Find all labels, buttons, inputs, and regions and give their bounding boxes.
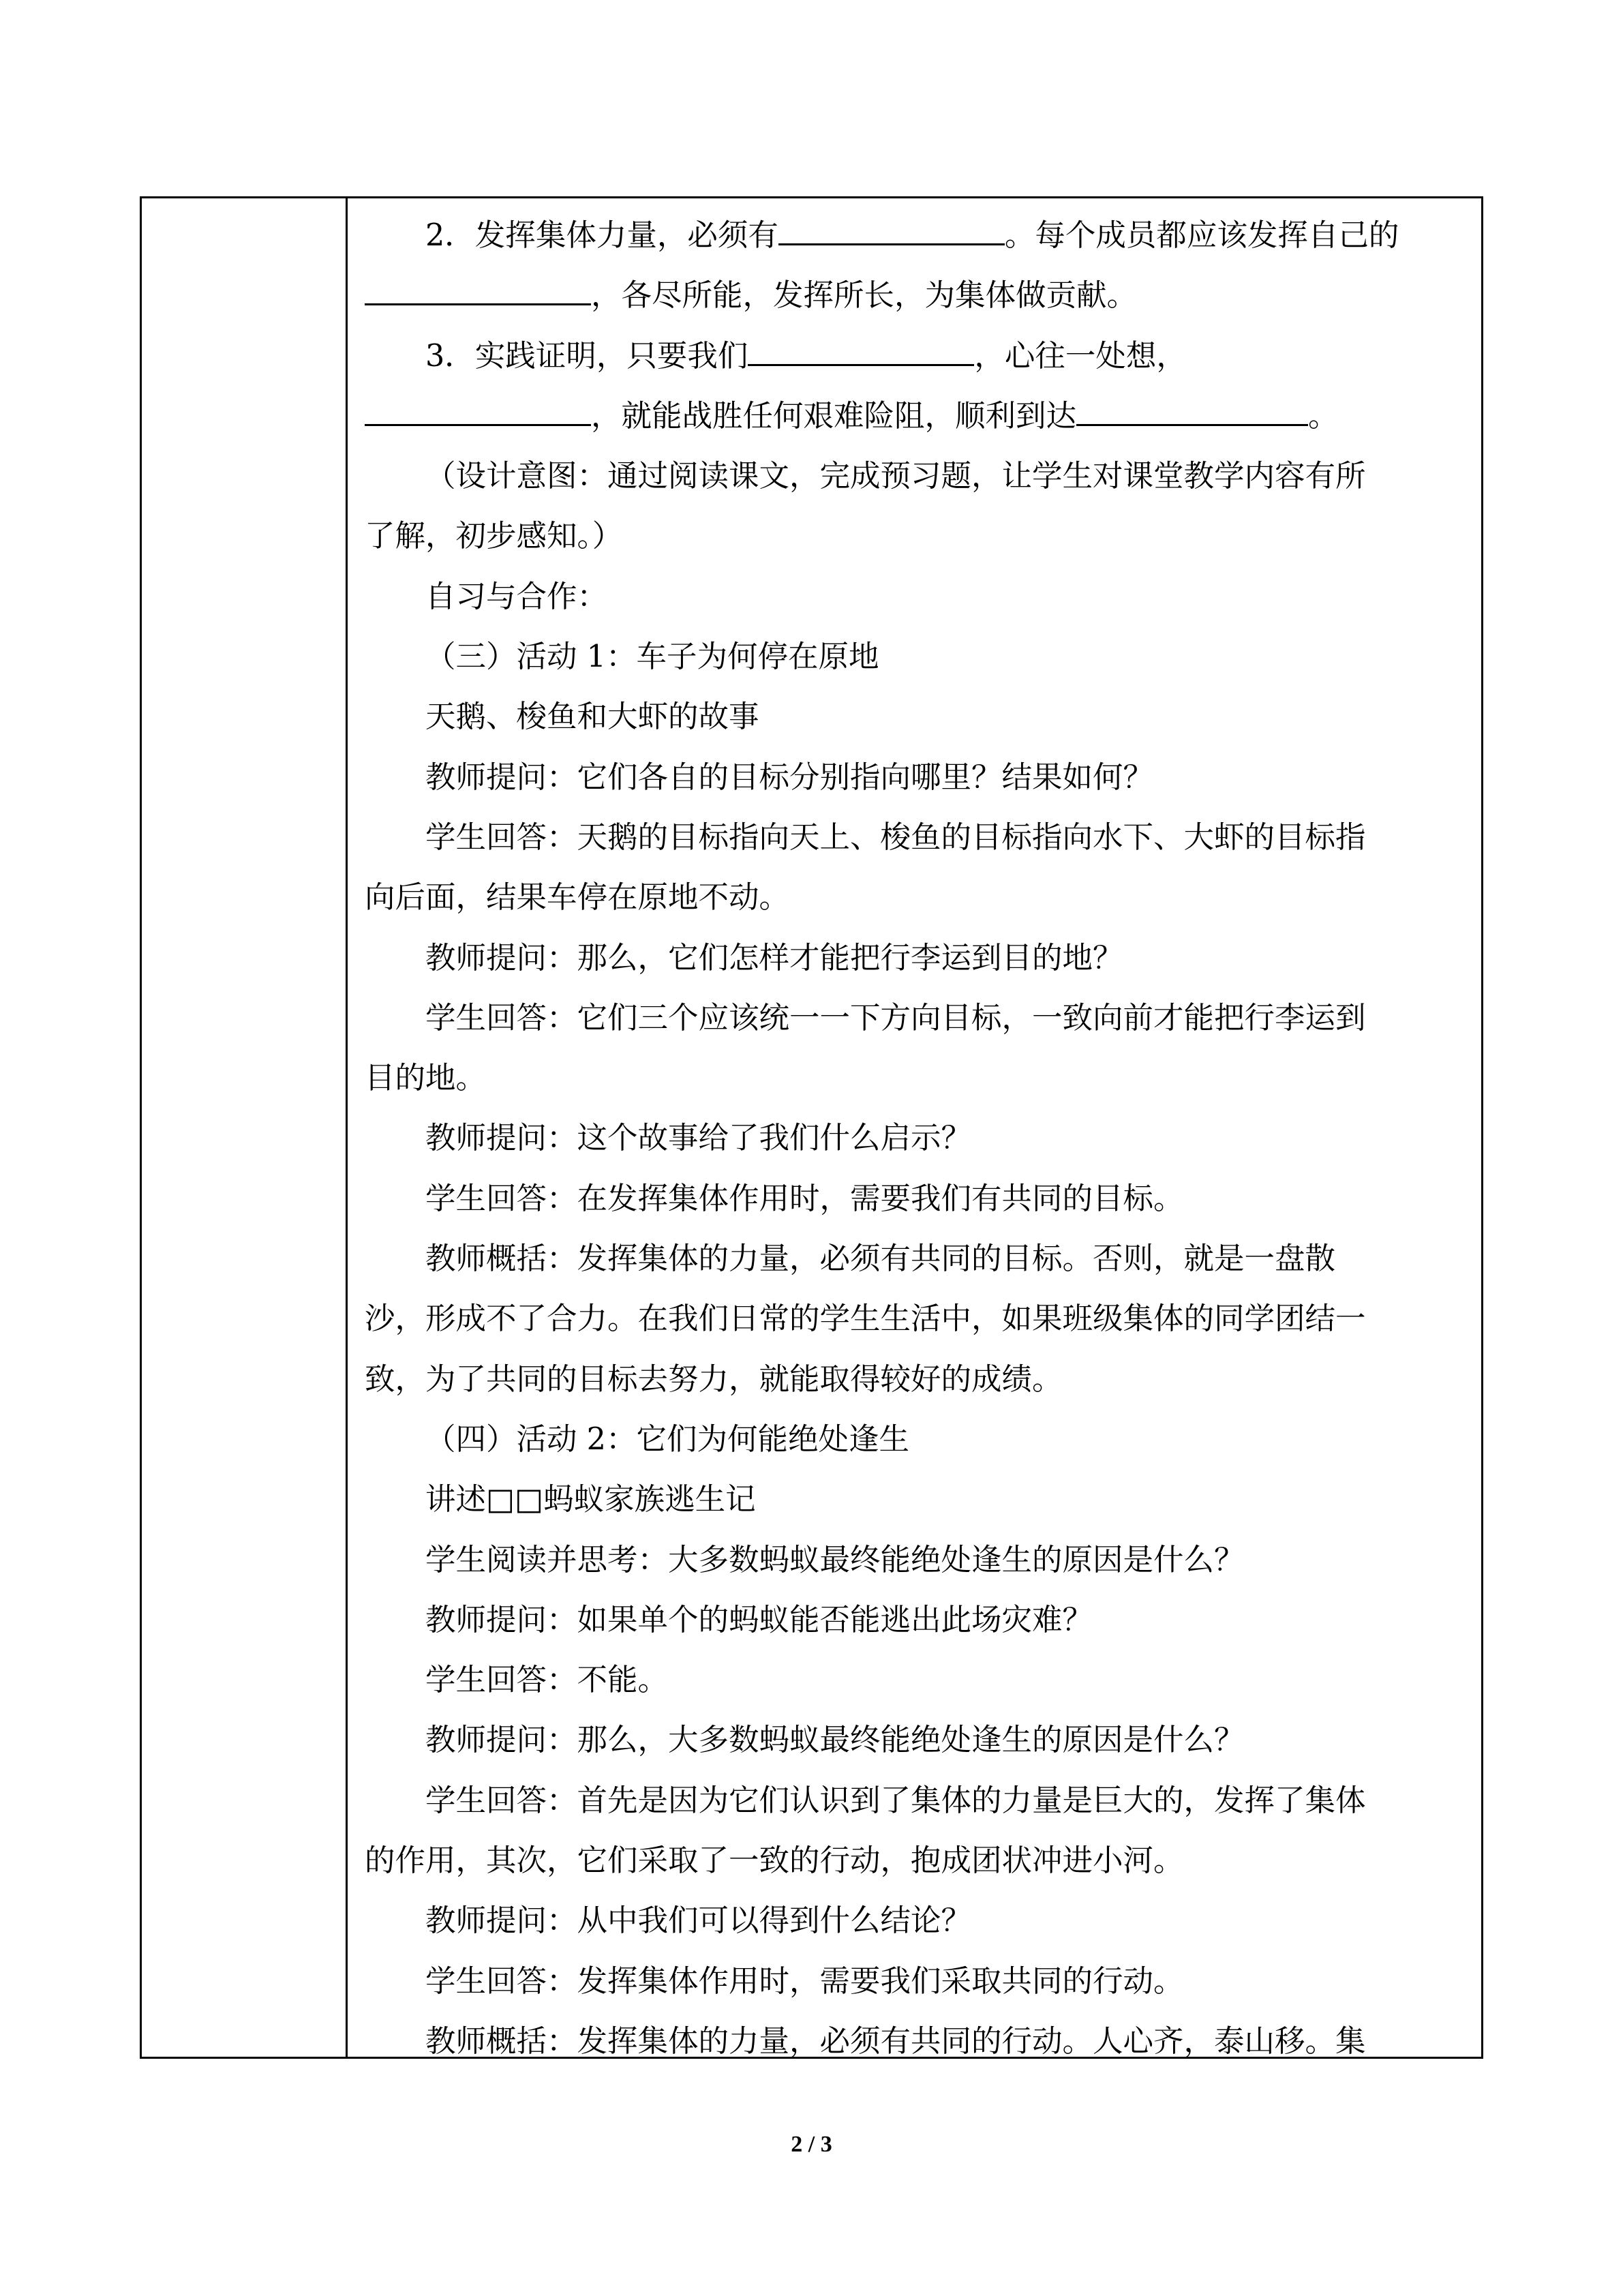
paragraph-line: 教师提问：如果单个的蚂蚁能否能逃出此场灾难？: [425, 1602, 1093, 1637]
paragraph-line: 教师提问：它们各自的目标分别指向哪里？结果如何？: [425, 759, 1154, 795]
exercise-2-line-2: ，各尽所能，发挥所长，为集体做贡献。: [365, 266, 1466, 326]
paragraph-line: 目的地。: [365, 1061, 487, 1096]
table-column-divider: [346, 196, 348, 2059]
exercise-3-line-1: 3．实践证明，只要我们 ，心往一处想，: [365, 327, 1466, 387]
paragraph-line: 教师概括：发挥集体的力量，必须有共同的目标。否则，就是一盘散: [425, 1241, 1336, 1277]
paragraph-line: 向后面，结果车停在原地不动。: [365, 880, 790, 916]
section-heading: 自习与合作：: [425, 579, 608, 614]
paragraph-line: 学生回答：它们三个应该统一一下方向目标，一致向前才能把行李运到: [425, 1000, 1366, 1036]
paragraph-line: 学生回答：不能。: [425, 1663, 669, 1698]
paragraph-line: 的作用，其次，它们采取了一致的行动，抱成团状冲进小河。: [365, 1843, 1184, 1879]
activity-1-heading: （三）活动 1：车子为何停在原地: [425, 639, 879, 675]
paragraph-line: 学生回答：首先是因为它们认识到了集体的力量是巨大的，发挥了集体: [425, 1783, 1366, 1818]
paragraph-line: 教师提问：那么，它们怎样才能把行李运到目的地？: [425, 940, 1123, 976]
lesson-content: [365, 206, 1466, 2072]
story-title: 讲述□□蚂蚁家族逃生记: [425, 1482, 756, 1517]
page-number: 2 / 3: [791, 2132, 832, 2157]
paragraph-line: 沙，形成不了合力。在我们日常的学生生活中，如果班级集体的同学团结一: [365, 1301, 1366, 1337]
fill-blank: [748, 330, 974, 366]
fill-blank: [365, 390, 591, 426]
design-intent-line-1: （设计意图：通过阅读课文，完成预习题，让学生对课堂教学内容有所: [425, 459, 1366, 494]
paragraph-line: 学生回答：天鹅的目标指向天上、梭鱼的目标指向水下、大虾的目标指: [425, 819, 1366, 855]
fill-blank: [1076, 390, 1308, 426]
paragraph-line: 致，为了共同的目标去努力，就能取得较好的成绩。: [365, 1361, 1063, 1397]
paragraph-line: 教师提问：那么，大多数蚂蚁最终能绝处逢生的原因是什么？: [425, 1723, 1245, 1758]
story-title: 天鹅、梭鱼和大虾的故事: [425, 699, 759, 735]
fill-blank: [365, 269, 591, 305]
exercise-3-line-2: ，就能战胜任何艰难险阻，顺利到达 。: [365, 387, 1466, 447]
paragraph-line: 学生阅读并思考：大多数蚂蚁最终能绝处逢生的原因是什么？: [425, 1542, 1245, 1577]
paragraph-line: 教师提问：这个故事给了我们什么启示？: [425, 1121, 972, 1156]
paragraph-line: 教师概括：发挥集体的力量，必须有共同的行动。人心齐，泰山移。集: [425, 2023, 1366, 2059]
design-intent-line-2: 了解，初步感知。）: [365, 519, 623, 554]
activity-2-heading: （四）活动 2：它们为何能绝处逢生: [425, 1421, 909, 1457]
exercise-2-line-1: 2．发挥集体力量，必须有 。每个成员都应该发挥自己的: [365, 206, 1466, 266]
paragraph-line: 教师提问：从中我们可以得到什么结论？: [425, 1903, 972, 1939]
fill-blank: [778, 209, 1005, 245]
paragraph-line: 学生回答：在发挥集体作用时，需要我们有共同的目标。: [425, 1181, 1184, 1216]
paragraph-line: 学生回答：发挥集体作用时，需要我们采取共同的行动。: [425, 1963, 1184, 1999]
